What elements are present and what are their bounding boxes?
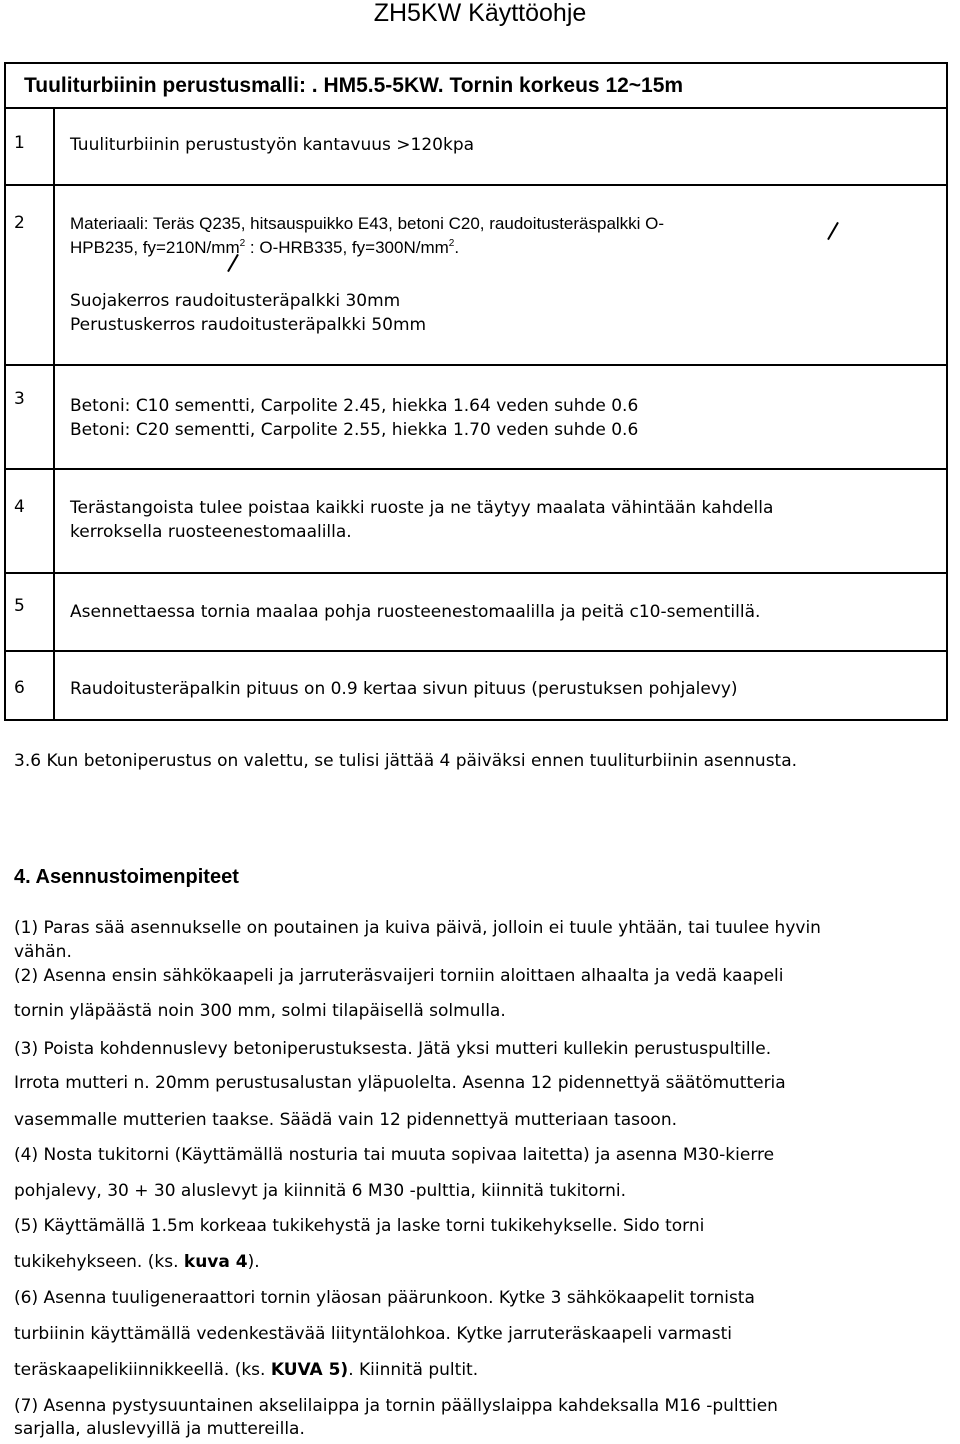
step-line: sarjalla, aluslevyillä ja muttereilla. (14, 1419, 305, 1439)
document-title: ZH5KW Käyttöohje (373, 0, 587, 27)
step-line: tukikehykseen. (ks. kuva 4). (14, 1252, 260, 1272)
row-text: Tuuliturbiinin perustustyön kantavuus >120kpa (70, 135, 475, 155)
row-text: kerroksella ruosteenestomaalilla. (70, 522, 352, 542)
step-line: (6) Asenna tuuligeneraattori tornin yläosan päärunkoon. Kytke 3 sähkökaapelit tornista (14, 1288, 755, 1308)
figure-reference: kuva 4 (183, 1252, 248, 1272)
row-text: Materiaali: Teräs Q235, hitsauspuikko E43, betoni C20, raudoitusteräspalkki O- (70, 214, 665, 233)
row-text: Suojakerros raudoitusteräpalkki 30mm (70, 291, 401, 311)
step-line: Irrota mutteri n. 20mm perustusalustan yläpuolelta. Asenna 12 pidennettyä säätömutteria (14, 1073, 786, 1093)
row-number: 1 (14, 133, 25, 153)
figure-reference: KUVA 5) (270, 1360, 349, 1380)
table-header: Tuuliturbiinin perustusmalli: . HM5.5-5KW. Tornin korkeus 12~15m (24, 74, 684, 97)
step-line: tornin yläpäästä noin 300 mm, solmi tilapäisellä solmulla. (14, 1001, 506, 1021)
curing-note: 3.6 Kun betoniperustus on valettu, se tulisi jättää 4 päiväksi ennen tuuliturbiinin asennusta. (14, 751, 798, 771)
row-text: Betoni: C10 sementti, Carpolite 2.45, hiekka 1.64 veden suhde 0.6 (70, 396, 639, 416)
row-number: 3 (14, 389, 25, 409)
row-number: 2 (14, 213, 25, 233)
table-row (6, 652, 946, 719)
row-number: 6 (14, 678, 25, 698)
row-text-units: HPB235, $fy=210N/mm^2$ : O-HRB335, $fy=300N/mm^2$. (70, 238, 460, 257)
foundation-spec-table (4, 62, 948, 721)
row-text: Perustuskerros raudoitusteräpalkki 50mm (70, 315, 427, 335)
step-line: (2) Asenna ensin sähkökaapeli ja jarruteräsvaijeri torniin aloittaen alhaalta ja vedä kaapeli (14, 966, 784, 986)
table-row (6, 470, 946, 574)
step-line: (7) Asenna pystysuuntainen akselilaippa ja tornin päällyslaippa kahdeksalla M16 -pulttien (14, 1396, 778, 1416)
section-heading: 4. Asennustoimenpiteet (14, 866, 239, 888)
step-line: vähän. (14, 942, 72, 962)
table-row (6, 574, 946, 652)
table-row (6, 109, 946, 186)
step-line: (4) Nosta tukitorni (Käyttämällä nosturia tai muuta sopivaa laitetta) ja asenna M30-kierre (14, 1145, 775, 1165)
row-text: Raudoitusteräpalkin pituus on 0.9 kertaa sivun pituus (perustuksen pohjalevy) (70, 679, 738, 699)
step-line: teräskaapelikiinnikkeellä. (ks. KUVA 5). Kiinnitä pultit. (14, 1360, 479, 1380)
table-row (6, 366, 946, 470)
step-line: pohjalevy, 30 + 30 aluslevyt ja kiinnitä 6 M30 -pulttia, kiinnitä tukitorni. (14, 1181, 627, 1201)
table-row (6, 186, 946, 366)
row-text: Terästangoista tulee poistaa kaikki ruoste ja ne täytyy maalata vähintään kahdella (70, 498, 774, 518)
table-header-row (6, 64, 946, 109)
row-number: 4 (14, 497, 25, 517)
step-line: (3) Poista kohdennuslevy betoniperustuksesta. Jätä yksi mutteri kullekin perustuspultille. (14, 1039, 772, 1059)
step-line: turbiinin käyttämällä vedenkestävää liityntälohkoa. Kytke jarruteräskaapeli varmasti (14, 1324, 732, 1344)
step-line: vasemmalle mutterien taakse. Säädä vain 12 pidennettyä mutteriaan tasoon. (14, 1110, 677, 1130)
row-number: 5 (14, 596, 25, 616)
row-text: Asennettaessa tornia maalaa pohja ruosteenestomaalilla ja peitä c10-sementillä. (70, 602, 761, 622)
row-text: Betoni: C20 sementti, Carpolite 2.55, hiekka 1.70 veden suhde 0.6 (70, 420, 639, 440)
step-line: (1) Paras sää asennukselle on poutainen ja kuiva päivä, jolloin ei tuule yhtään, tai tuulee hyvin (14, 918, 821, 938)
annotation-stroke (827, 222, 839, 240)
step-line: (5) Käyttämällä 1.5m korkeaa tukikehystä ja laske torni tukikehykselle. Sido torni (14, 1216, 705, 1236)
